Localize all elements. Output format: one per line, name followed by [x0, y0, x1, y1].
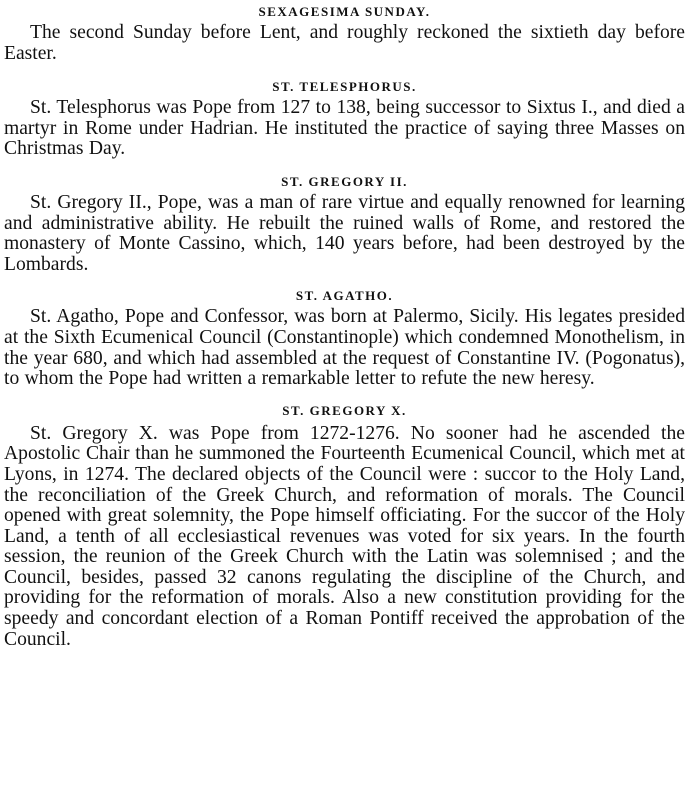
section-st-gregory-ii — [4, 171, 685, 275]
section-sexagesima-sunday — [4, 1, 685, 64]
section-st-telesphorus — [4, 76, 685, 160]
section-heading: ST. TELESPHORUS. — [272, 79, 417, 95]
section-heading: ST. AGATHO. — [295, 288, 394, 304]
section-heading: ST. GREGORY X. — [282, 402, 407, 418]
section-paragraph: St. Telesphorus was Pope from 127 to 138, being successor to Sixtus I., and died a martyr in Rome under Hadrian. He instituted the practice of saying three Masses on Christmas Day. — [4, 97, 685, 160]
section-paragraph: St. Agatho, Pope and Confessor, was born at Palermo, Sicily. His legates presided at the Sixth Ecumenical Council (Constantinople) which condemned Monothelism, in the year 680, and which had assembled at the request of Constantine IV. (Pogonatus), to whom the Pope had written a remarkable letter to refute the new heresy. — [4, 306, 685, 390]
section-st-gregory-x — [4, 400, 685, 651]
section-paragraph: St. Gregory X. was Pope from 1272-1276. No sooner had he ascended the Apostolic Chair than he summoned the Fourteenth Ecumenical Council, which met at Lyons, in 1274. The declared objects of the Council were : succor to the Holy Land, the reconciliation of the Greek Church, and reformation of morals. The Council opened with great solemnity, the Pope himself officiating. For the succor of the Holy Land, a tenth of all ecclesiastical revenues was voted for six years. In the fourth session, the reunion of the Greek Church with the Latin was solemnised ; and the Council, besides, passed 32 canons regulating the discipline of the Church, and providing for the reformation of morals. Also a new constitution providing for the speedy and concordant election of a Roman Pontiff received the approbation of the Council. — [4, 422, 685, 650]
section-paragraph: The second Sunday before Lent, and roughly reckoned the sixtieth day before Easter. — [4, 22, 685, 64]
section-paragraph: St. Gregory II., Pope, was a man of rare virtue and equally renowned for learning and administrative ability. He rebuilt the ruined walls of Rome, and restored the monastery of Monte Cassino, which, 140 years before, had been destroyed by the Lombards. — [4, 191, 685, 275]
section-heading: SEXAGESIMA SUNDAY. — [258, 4, 431, 19]
section-st-agatho — [4, 285, 685, 389]
section-heading: ST. GREGORY II. — [281, 173, 408, 189]
document-page — [4, 0, 685, 650]
